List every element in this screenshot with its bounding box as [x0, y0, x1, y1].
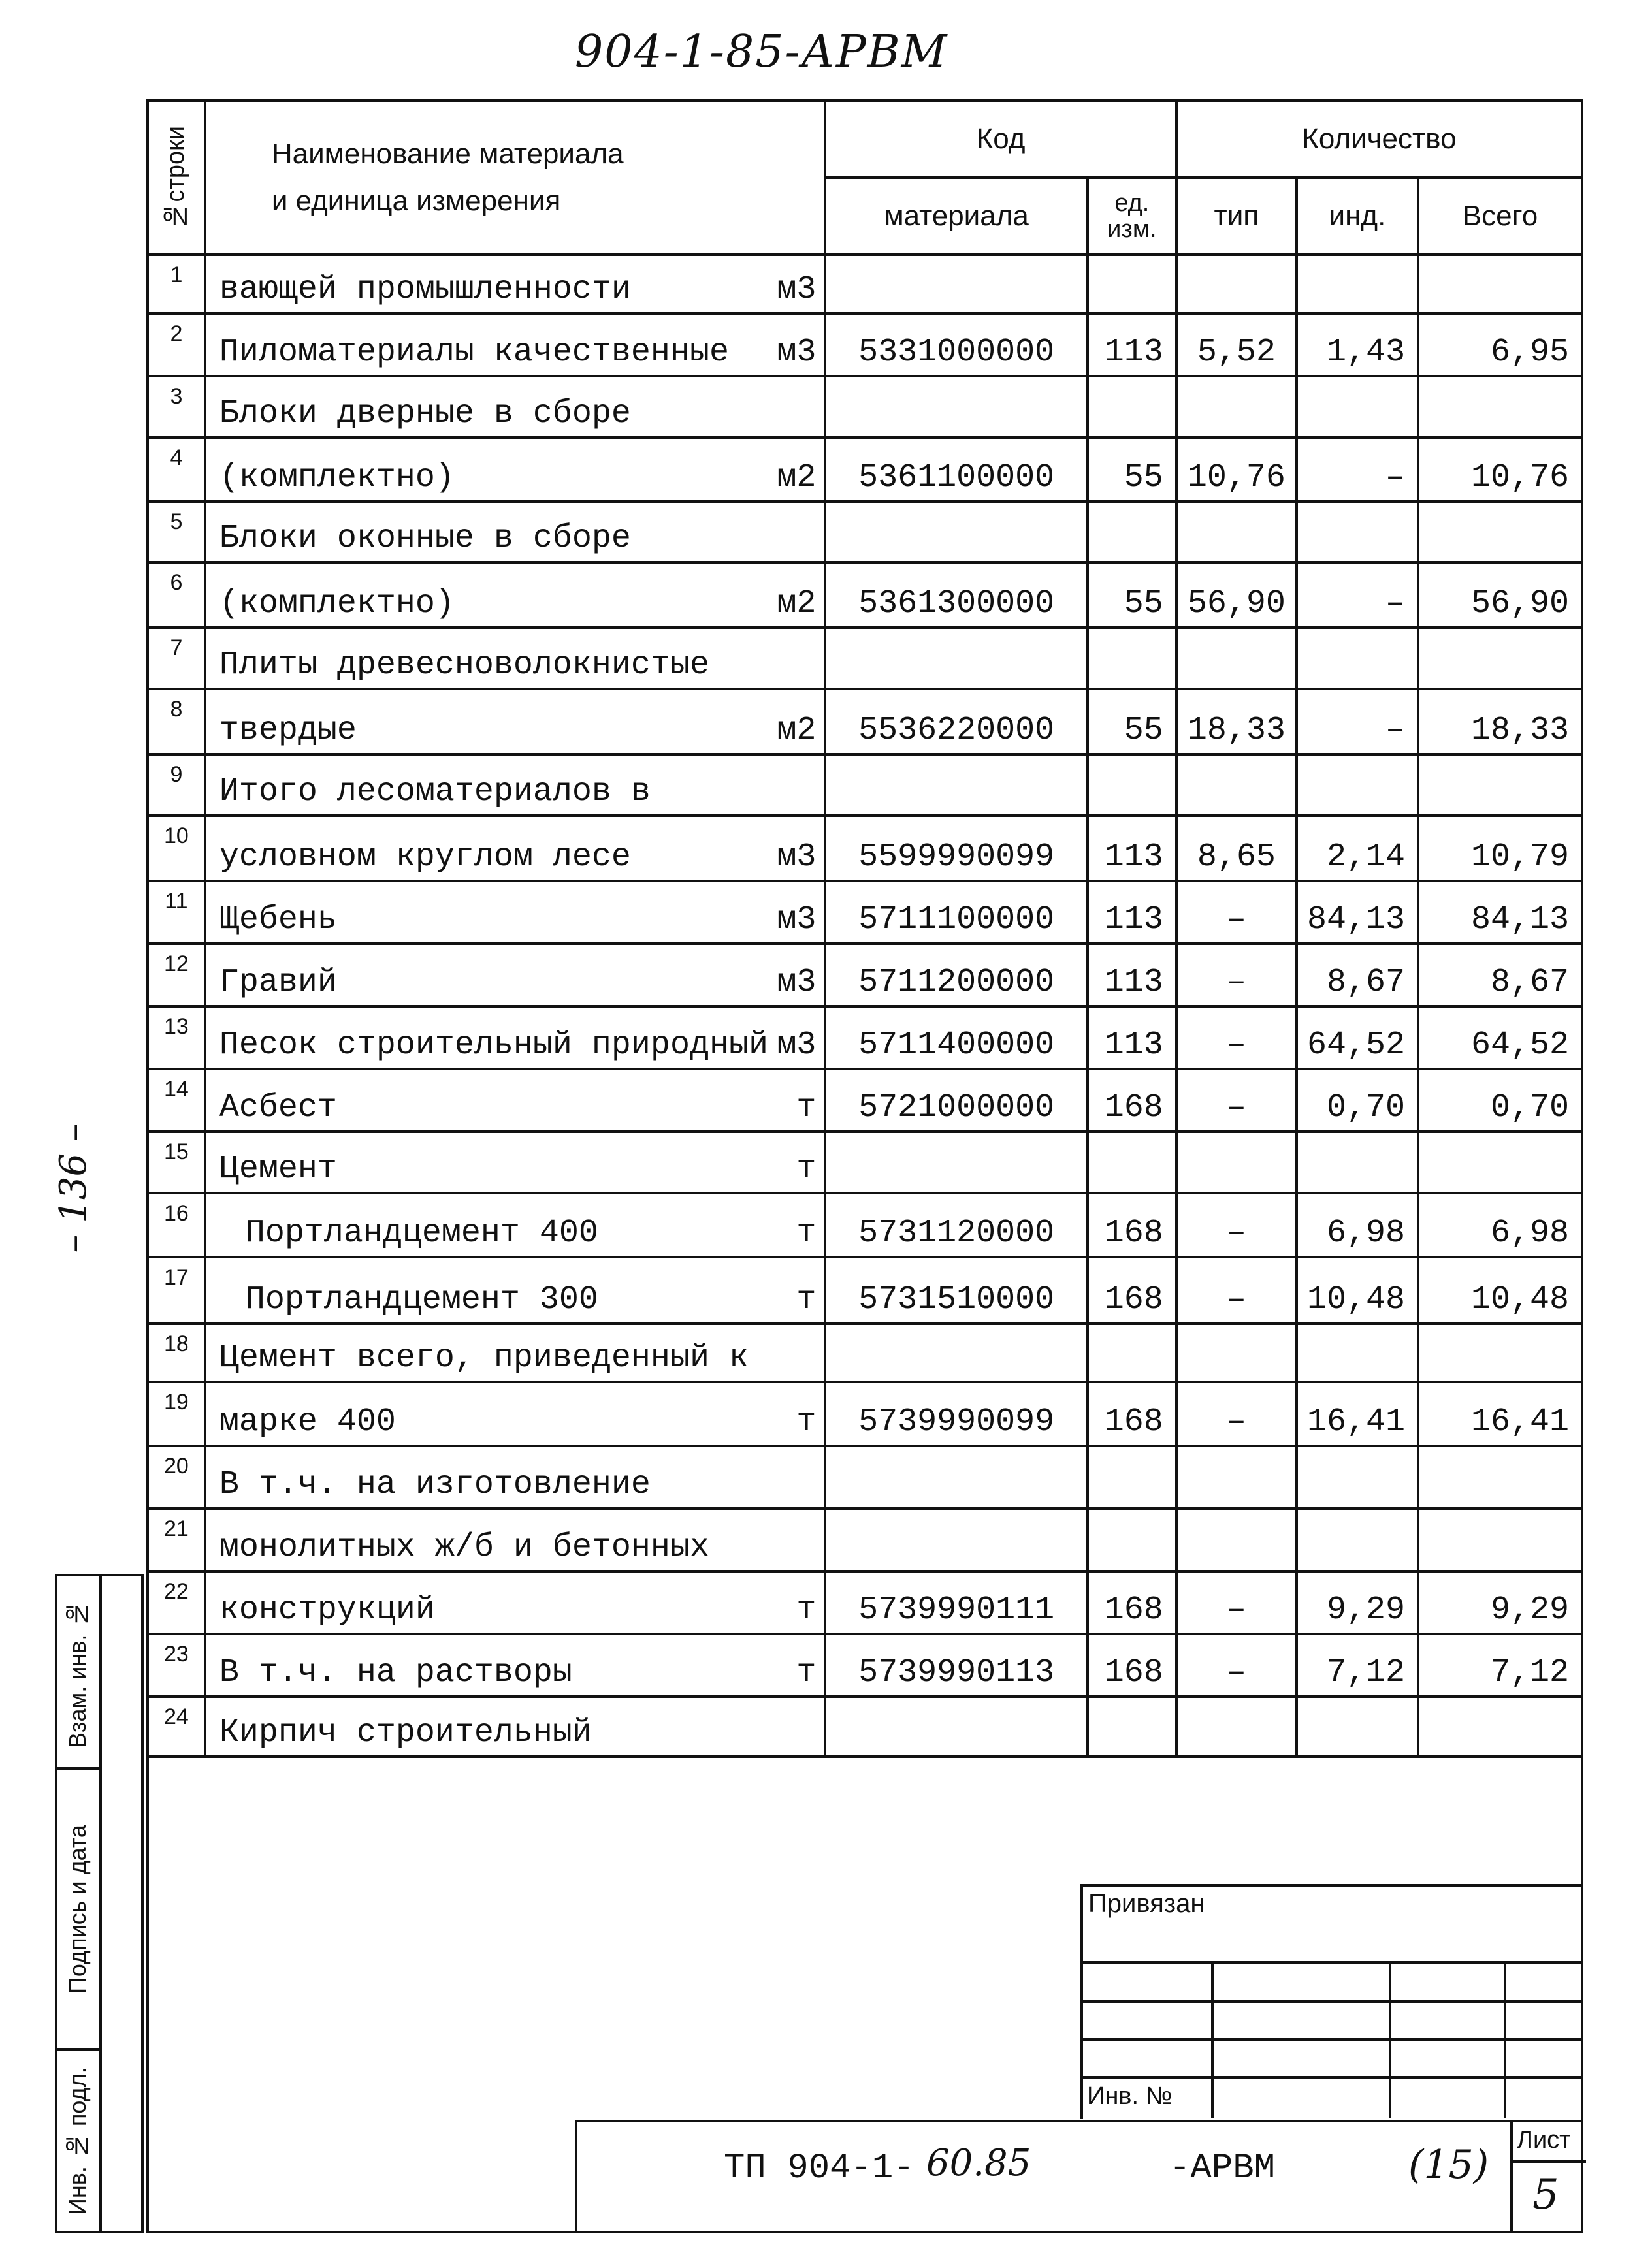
qty-total-cell: 8,67 [1418, 944, 1582, 1006]
table-row [148, 816, 1582, 881]
qty-ind-cell [1297, 754, 1418, 816]
material-name: Гравий [219, 963, 337, 1001]
qty-typ-cell: – [1176, 1006, 1297, 1069]
material-unit: м3 [777, 839, 817, 876]
table-row [148, 438, 1582, 502]
unit-code-cell: 113 [1088, 816, 1176, 881]
name-cell [205, 1132, 826, 1193]
name-cell [205, 754, 826, 816]
row-number-cell: 12 [148, 944, 205, 1006]
name-cell [205, 562, 826, 628]
table-row [148, 1446, 1582, 1509]
qty-total-cell: 9,29 [1418, 1571, 1582, 1634]
row-number-cell: 11 [148, 881, 205, 944]
code-cell: 5536220000 [825, 689, 1088, 754]
qty-total-cell [1418, 255, 1582, 313]
material-unit: м3 [777, 901, 817, 939]
qty-ind-cell [1297, 628, 1418, 689]
name-cell [205, 313, 826, 376]
code-cell [825, 1324, 1088, 1382]
code-cell: 5361300000 [825, 562, 1088, 628]
handwritten-document-code: 904-1-85-АРВМ [575, 26, 948, 78]
code-cell [825, 1446, 1088, 1509]
qty-typ-cell: – [1176, 1571, 1297, 1634]
name-cell [205, 438, 826, 502]
name-cell [205, 1382, 826, 1446]
name-cell [205, 1257, 826, 1324]
unit-code-cell: 113 [1088, 1006, 1176, 1069]
code-cell: 5361100000 [825, 438, 1088, 502]
unit-code-cell [1088, 1509, 1176, 1571]
qty-ind-cell: 1,43 [1297, 313, 1418, 376]
name-cell [205, 1006, 826, 1069]
qty-typ-cell: – [1176, 944, 1297, 1006]
material-unit: м2 [777, 585, 817, 623]
material-unit: т [796, 1403, 817, 1441]
unit-code-cell: 55 [1088, 562, 1176, 628]
unit-code-cell [1088, 754, 1176, 816]
material-name: условном круглом лесе [219, 839, 631, 876]
code-cell: 5711100000 [825, 881, 1088, 944]
name-cell [205, 1697, 826, 1757]
qty-total-cell [1418, 376, 1582, 438]
qty-ind-cell: 9,29 [1297, 1571, 1418, 1634]
qty-total-cell: 6,98 [1418, 1193, 1582, 1257]
unit-code-cell: 168 [1088, 1069, 1176, 1132]
unit-code-cell [1088, 376, 1176, 438]
material-unit: т [796, 1150, 817, 1188]
table-row [148, 944, 1582, 1006]
table-row [148, 1193, 1582, 1257]
qty-total-cell [1418, 502, 1582, 563]
qty-typ-cell: 8,65 [1176, 816, 1297, 881]
qty-total-cell: 64,52 [1418, 1006, 1582, 1069]
qty-ind-cell: 2,14 [1297, 816, 1418, 881]
header-code-material: материала [825, 178, 1088, 255]
unit-code-cell: 113 [1088, 881, 1176, 944]
name-cell [205, 376, 826, 438]
material-name: Блоки дверные в сборе [219, 394, 631, 432]
unit-code-cell [1088, 628, 1176, 689]
header-qty-group: Количество [1176, 101, 1582, 178]
row-number-cell: 18 [148, 1324, 205, 1382]
doc-code-handwritten: 60.85 [926, 2142, 1031, 2184]
material-name: Цемент [219, 1150, 337, 1188]
unit-code-cell [1088, 1324, 1176, 1382]
qty-typ-cell: – [1176, 1257, 1297, 1324]
qty-ind-cell [1297, 502, 1418, 563]
row-number-cell: 1 [148, 255, 205, 313]
material-name: Итого лесоматериалов в [219, 773, 651, 811]
table-row [148, 1257, 1582, 1324]
row-number-cell: 4 [148, 438, 205, 502]
stamp-podpis-label: Подпись и дата [64, 1825, 91, 1994]
left-stamp-block [55, 1574, 144, 2233]
row-number-cell: 9 [148, 754, 205, 816]
qty-typ-cell: – [1176, 1382, 1297, 1446]
code-cell: 5331000000 [825, 313, 1088, 376]
material-name: монолитных ж/б и бетонных [219, 1529, 709, 1567]
qty-typ-cell: – [1176, 1069, 1297, 1132]
doc-code-suffix: -АРВМ [1169, 2148, 1276, 2188]
table-row [148, 689, 1582, 754]
material-name: Портландцемент 400 [245, 1214, 598, 1252]
material-name: Плиты древесноволокнистые [219, 647, 709, 684]
unit-code-cell [1088, 502, 1176, 563]
name-cell [205, 1193, 826, 1257]
material-unit: м3 [777, 963, 817, 1001]
list-label: Лист [1517, 2126, 1571, 2154]
material-name: марке 400 [219, 1403, 396, 1441]
list-value: 5 [1532, 2171, 1559, 2219]
qty-ind-cell: – [1297, 438, 1418, 502]
table-row [148, 502, 1582, 563]
qty-ind-cell: – [1297, 689, 1418, 754]
qty-ind-cell [1297, 1509, 1418, 1571]
qty-total-cell: 7,12 [1418, 1634, 1582, 1697]
name-cell [205, 1324, 826, 1382]
table-row [148, 562, 1582, 628]
material-name: (комплектно) [219, 585, 455, 623]
qty-typ-cell [1176, 1446, 1297, 1509]
table-row [148, 881, 1582, 944]
table-row [148, 255, 1582, 313]
qty-typ-cell [1176, 1132, 1297, 1193]
code-cell [825, 376, 1088, 438]
table-row [148, 376, 1582, 438]
row-number-cell: 6 [148, 562, 205, 628]
qty-typ-cell: 18,33 [1176, 689, 1297, 754]
qty-total-cell: 16,41 [1418, 1382, 1582, 1446]
unit-code-cell: 55 [1088, 438, 1176, 502]
unit-code-cell: 113 [1088, 313, 1176, 376]
stamp-vzam-label: Взам. инв. № [64, 1601, 91, 1748]
table-row [148, 628, 1582, 689]
qty-total-cell: 0,70 [1418, 1069, 1582, 1132]
name-cell [205, 816, 826, 881]
table-row [148, 1382, 1582, 1446]
qty-typ-cell [1176, 1509, 1297, 1571]
material-unit: т [796, 1281, 817, 1318]
row-number-cell: 22 [148, 1571, 205, 1634]
material-name: В т.ч. на растворы [219, 1653, 572, 1691]
material-name: Цемент всего, приведенный к [219, 1339, 749, 1377]
sheet-number-handwritten: (15) [1408, 2142, 1489, 2188]
qty-total-cell [1418, 754, 1582, 816]
unit-code-cell: 168 [1088, 1193, 1176, 1257]
code-cell: 5731510000 [825, 1257, 1088, 1324]
code-cell: 5711200000 [825, 944, 1088, 1006]
qty-total-cell: 84,13 [1418, 881, 1582, 944]
qty-ind-cell: 8,67 [1297, 944, 1418, 1006]
material-unit: м2 [777, 458, 817, 496]
name-cell [205, 628, 826, 689]
table-row [148, 1069, 1582, 1132]
qty-total-cell: 10,76 [1418, 438, 1582, 502]
material-name: (комплектно) [219, 458, 455, 496]
table-row [148, 313, 1582, 376]
code-cell: 5711400000 [825, 1006, 1088, 1069]
table-row [148, 1634, 1582, 1697]
name-cell [205, 944, 826, 1006]
qty-typ-cell [1176, 628, 1297, 689]
page-number: – 136 – [52, 1123, 95, 1253]
row-number-cell: 13 [148, 1006, 205, 1069]
header-row-number: №строки [148, 101, 205, 255]
qty-total-cell: 56,90 [1418, 562, 1582, 628]
code-cell [825, 1697, 1088, 1757]
qty-ind-cell: 7,12 [1297, 1634, 1418, 1697]
table-row [148, 1006, 1582, 1069]
materials-table [146, 99, 1583, 1758]
material-name: конструкций [219, 1591, 435, 1629]
code-cell: 5721000000 [825, 1069, 1088, 1132]
row-number-cell: 5 [148, 502, 205, 563]
material-unit: т [796, 1089, 817, 1126]
row-number-cell: 16 [148, 1193, 205, 1257]
list-box [1510, 2120, 1583, 2233]
unit-code-cell: 113 [1088, 944, 1176, 1006]
code-cell: 5739990099 [825, 1382, 1088, 1446]
qty-ind-cell [1297, 1697, 1418, 1757]
qty-typ-cell [1176, 376, 1297, 438]
table-row [148, 1324, 1582, 1382]
row-number-cell: 3 [148, 376, 205, 438]
code-cell [825, 255, 1088, 313]
unit-code-cell: 55 [1088, 689, 1176, 754]
qty-ind-cell: 10,48 [1297, 1257, 1418, 1324]
header-name: Наименование материала и единица измерения [205, 101, 826, 255]
table-row [148, 1509, 1582, 1571]
material-name: Пиломатериалы качественные [219, 333, 729, 371]
material-unit: т [796, 1591, 817, 1629]
name-cell [205, 689, 826, 754]
unit-code-cell: 168 [1088, 1634, 1176, 1697]
row-number-cell: 24 [148, 1697, 205, 1757]
material-unit: м3 [777, 333, 817, 371]
code-cell: 5739990113 [825, 1634, 1088, 1697]
qty-ind-cell: 16,41 [1297, 1382, 1418, 1446]
qty-ind-cell [1297, 1132, 1418, 1193]
qty-total-cell: 6,95 [1418, 313, 1582, 376]
name-cell [205, 1509, 826, 1571]
qty-total-cell: 18,33 [1418, 689, 1582, 754]
material-unit: м3 [777, 270, 817, 308]
material-name: Портландцемент 300 [245, 1281, 598, 1318]
qty-total-cell [1418, 1324, 1582, 1382]
code-cell [825, 502, 1088, 563]
qty-typ-cell: – [1176, 1634, 1297, 1697]
material-name: Щебень [219, 901, 337, 939]
code-cell [825, 754, 1088, 816]
stamp-inv-label: Инв. № подл. [64, 2067, 91, 2216]
code-cell [825, 628, 1088, 689]
row-number-cell: 19 [148, 1382, 205, 1446]
row-number-cell: 14 [148, 1069, 205, 1132]
material-name: Блоки оконные в сборе [219, 520, 631, 558]
qty-typ-cell: 10,76 [1176, 438, 1297, 502]
code-cell: 5739990111 [825, 1571, 1088, 1634]
unit-code-cell [1088, 1697, 1176, 1757]
unit-code-cell: 168 [1088, 1382, 1176, 1446]
inv-number-label: Инв. № [1087, 2083, 1173, 2110]
row-number-cell: 15 [148, 1132, 205, 1193]
row-number-cell: 7 [148, 628, 205, 689]
code-cell: 5731120000 [825, 1193, 1088, 1257]
qty-ind-cell: 84,13 [1297, 881, 1418, 944]
qty-typ-cell: 56,90 [1176, 562, 1297, 628]
material-name: В т.ч. на изготовление [219, 1466, 651, 1504]
qty-typ-cell [1176, 1697, 1297, 1757]
qty-total-cell [1418, 1509, 1582, 1571]
header-qty-ind: инд. [1297, 178, 1418, 255]
unit-code-cell: 168 [1088, 1571, 1176, 1634]
qty-typ-cell: 5,52 [1176, 313, 1297, 376]
material-unit: м3 [777, 1026, 817, 1064]
qty-total-cell: 10,79 [1418, 816, 1582, 881]
header-code-unit: ед. изм. [1088, 178, 1176, 255]
unit-code-cell [1088, 255, 1176, 313]
privyazan-label: Привязан [1088, 1889, 1205, 1918]
material-unit: т [796, 1653, 817, 1691]
row-number-cell: 17 [148, 1257, 205, 1324]
material-name: Асбест [219, 1089, 337, 1126]
unit-code-cell [1088, 1446, 1176, 1509]
row-number-cell: 2 [148, 313, 205, 376]
qty-ind-cell: 0,70 [1297, 1069, 1418, 1132]
material-name: твердые [219, 712, 357, 750]
row-number-cell: 10 [148, 816, 205, 881]
table-row [148, 1571, 1582, 1634]
code-cell [825, 1132, 1088, 1193]
header-qty-total: Всего [1418, 178, 1582, 255]
qty-total-cell [1418, 628, 1582, 689]
row-number-cell: 20 [148, 1446, 205, 1509]
doc-code-prefix: ТП 904-1- [724, 2148, 915, 2188]
row-number-cell: 8 [148, 689, 205, 754]
qty-ind-cell [1297, 376, 1418, 438]
qty-ind-cell [1297, 1446, 1418, 1509]
qty-total-cell [1418, 1697, 1582, 1757]
header-code-group: Код [825, 101, 1176, 178]
qty-ind-cell [1297, 1324, 1418, 1382]
table-row [148, 1132, 1582, 1193]
unit-code-cell: 168 [1088, 1257, 1176, 1324]
material-name: Песок строительный природный [219, 1026, 768, 1064]
table-row [148, 1697, 1582, 1757]
name-cell [205, 255, 826, 313]
header-qty-typ: тип [1176, 178, 1297, 255]
qty-typ-cell [1176, 1324, 1297, 1382]
row-number-cell: 23 [148, 1634, 205, 1697]
material-name: Кирпич строительный [219, 1714, 592, 1751]
qty-ind-cell [1297, 255, 1418, 313]
unit-code-cell [1088, 1132, 1176, 1193]
name-cell [205, 881, 826, 944]
material-name: вающей промышленности [219, 270, 631, 308]
qty-total-cell [1418, 1446, 1582, 1509]
qty-total-cell [1418, 1132, 1582, 1193]
qty-typ-cell [1176, 754, 1297, 816]
qty-ind-cell: 64,52 [1297, 1006, 1418, 1069]
table-row [148, 754, 1582, 816]
qty-typ-cell [1176, 255, 1297, 313]
name-cell [205, 1069, 826, 1132]
code-cell: 5599990099 [825, 816, 1088, 881]
qty-ind-cell: – [1297, 562, 1418, 628]
material-unit: м2 [777, 712, 817, 750]
row-number-cell: 21 [148, 1509, 205, 1571]
name-cell [205, 502, 826, 563]
qty-ind-cell: 6,98 [1297, 1193, 1418, 1257]
name-cell [205, 1446, 826, 1509]
name-cell [205, 1571, 826, 1634]
qty-typ-cell: – [1176, 1193, 1297, 1257]
qty-total-cell: 10,48 [1418, 1257, 1582, 1324]
name-cell [205, 1634, 826, 1697]
qty-typ-cell [1176, 502, 1297, 563]
code-cell [825, 1509, 1088, 1571]
material-unit: т [796, 1214, 817, 1252]
qty-typ-cell: – [1176, 881, 1297, 944]
